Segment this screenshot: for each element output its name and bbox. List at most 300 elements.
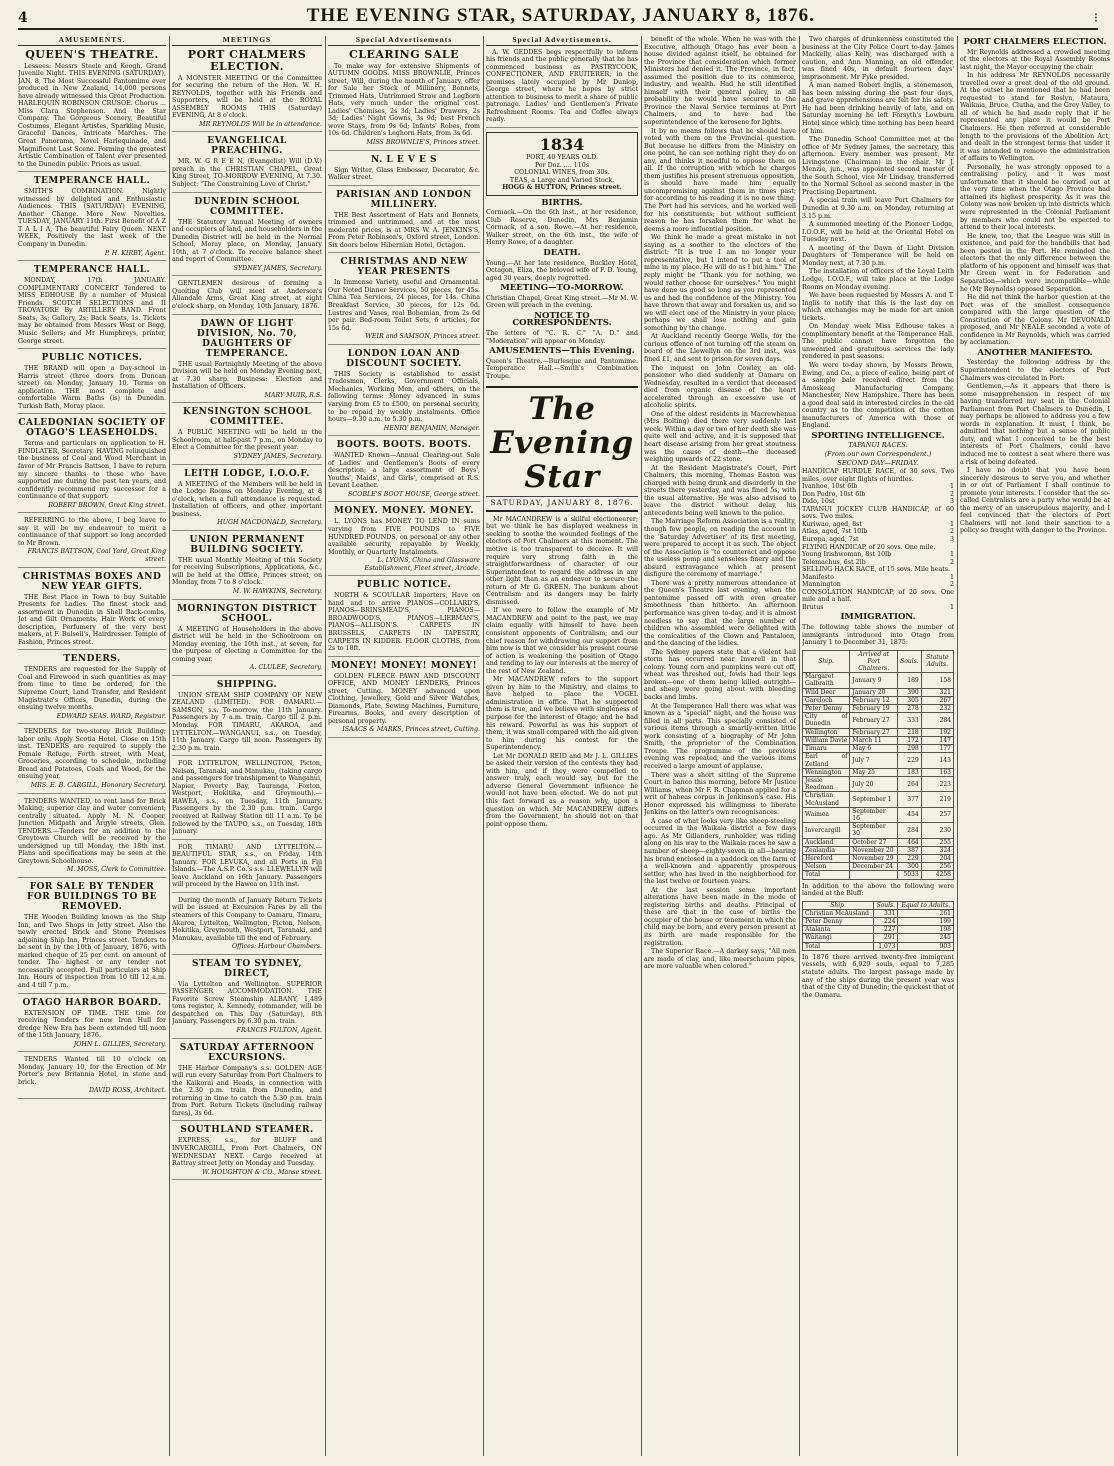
meeting-advertisement	[172, 760, 322, 839]
table-cell: September 30	[850, 823, 898, 838]
election-report	[960, 49, 1110, 347]
special-ad-heading: PARISIAN AND LONDON MILLINERY.	[336, 189, 472, 210]
table-cell: 227	[874, 926, 898, 934]
table-cell: July 7	[850, 753, 898, 768]
table-header-cell: Souls.	[898, 650, 922, 673]
table-cell: 183	[898, 768, 922, 776]
amusement-ad-signature: EDWARD SEAS. WARD, Registrar.	[56, 712, 166, 720]
notice-heading: NOTICE TO CORRESPONDENTS.	[512, 310, 612, 329]
horse-name: Telemachus, 6st 2lb	[802, 558, 866, 566]
leader-paragraph: It by no means follows that he should have voted with them on the Provincial question. But because he differs from the Ministry on one point, he can see nothing right they do on any, and thinks it needful to oppose them on all. If the corruption with which he charges them justifies his present strenuous opposition, is should have made him equally uncompromising against them in times past; for according to his reading it is no new thing. The Port had his services, and he worked well for his constituents; but without sufficient reason he has forsaken them for what he deems a more influential position.	[644, 127, 796, 233]
meeting-advertisement	[172, 535, 322, 600]
sporting-subhead: TAPANUI RACES.	[848, 441, 908, 450]
amusement-ad-body: THE Best Place in Town to buy Suitable Presents for Ladies. The finest stock and assortment in Dunedin in Shell Back-combs, Jet and Gilt Ornaments, Hair Work of every description, Perfumery of the very best makers, at F. Bulsell's, Hairdresser. Temple of Fashion, Princes street.	[18, 593, 166, 646]
amusement-ad-heading: PUBLIC NOTICES.	[41, 353, 143, 364]
table-row	[803, 871, 954, 879]
table-cell: May 25	[850, 768, 898, 776]
meeting-ad-signature: A. CLULEE, Secretary.	[249, 664, 322, 672]
race-name: SELLING HACK RACE, of 15 sovs. Mile heats.	[802, 566, 951, 574]
meeting-ad-body: FOR LYTTELTON, WELLINGTON, Picton, Nelson, Taranaki, and Manukau, (taking cargo and passengers for transhipment to Wanganui, Napier, Poverty Bay, Tauranga, Foxton, Westport, Hokitika, and Greymouth).—HAWEA, s.s., on Tuesday, 11th January. Passengers by the 2.30 p.m. train. Cargo received at Railway Station till 11 a.m. To be followed by the TAUPO, s.s., on Tuesday, 18th January.	[172, 760, 322, 836]
amusement-advertisement	[18, 798, 166, 878]
amusement-ad-signature: P. H. KIRBY, Agent.	[104, 249, 166, 257]
table-cell: 300	[898, 863, 922, 871]
special-advertisement	[328, 580, 480, 656]
meeting-advertisement	[172, 1125, 322, 1180]
table-cell: October 27	[850, 838, 898, 846]
meeting-ad-heading: UNION PERMANENT BUILDING SOCIETY.	[189, 534, 305, 555]
table-cell: 204	[921, 854, 953, 862]
trade-ad-body: A. W. GEDDES begs respectfully to inform his friends and the public generally that he has commenced business as PASTRYCOOK, CONFECTIONER, AND FRUITERER, in the premises lately occupied by Mr Dunlop, George street, where he hopes by strict attention to business to merit a share of public patronage. Ladies' and Gentlemen's Private Refreshment Rooms. Tea and Coffee always ready.	[486, 48, 638, 124]
meeting-ad-body: MR. W. G R E E N, (Evangelist) Will (D.V.) preach in the CHRISTIAN CHAPEL, Great King Street, TO-MORROW EVENING, At 7.30. Subject: "The Constraining Love of Christ."	[172, 158, 322, 189]
special-ad-body: GOLDEN FLEECE PAWN AND DISCOUNT OFFICE, AND MONEY LENDERS, Princes street, Cutting. MONEY advanced upon Clothing, Jewellery, Gold and Silver Watches, Diamonds, Plate, Sewing Machines, Furniture, Firearms, Books, and every description of personal property.	[328, 672, 480, 725]
table-cell: 219	[921, 792, 953, 807]
meeting-ad-heading: SATURDAY AFTERNOON EXCURSIONS.	[179, 1042, 315, 1063]
amusement-ad-body: REFERRING to the above, I beg leave to say it will be my endeavour to merit a continuance of that support so long accorded to Mr Brown.	[18, 517, 166, 547]
table-cell: September 16	[850, 807, 898, 822]
local-news-paragraph: The installation of officers of the Loyal Leith Lodge, I.O.O.F., will take place at the Lodge Rooms on Monday evening.	[802, 268, 954, 291]
table-header-cell: Statute Adults.	[921, 650, 953, 673]
table-cell: Jessie Readman	[803, 776, 850, 791]
table-cell: Invercargill	[803, 823, 850, 838]
amusement-advertisement	[18, 1056, 166, 1099]
race-entry	[802, 536, 954, 544]
table-cell: Peter Denny	[803, 918, 874, 926]
meeting-advertisement	[172, 897, 322, 955]
special-ad-heading: LONDON LOAN AND DISCOUNT SOCIETY.	[346, 348, 462, 369]
amusement-advertisement	[18, 265, 166, 349]
amusement-ad-heading: CHRISTMAS BOXES AND NEW YEAR GIFTS.	[22, 571, 162, 592]
amusement-ad-body: Lessees: Messrs Steele and Keogh. Grand Juvenile Night. THIS EVENING (SATURDAY), JAN. 8, The Most Successful Pantomime ever produced in New Zealand, 14,000 persons have already witnessed this Great Production. HARLEQUIN ROBINSON CRUSOE. Chorus ... Miss Clara Stephenson. And the Star Company. The Gorgeous Scenery, Beautiful Costumes, Elegant Artistes, Sparkling Music, Graceful Dances, Intricate Marches. The Great Panorama, Novel Harlequinade, and Magnificent Last Scene. Forming the greatest Artistic Combination of Talent ever presented to the Dunedin public. Prices as usual.	[18, 62, 166, 168]
local-news-paragraph: We were to-day shown, by Messrs Brown, Ewing, and Co., a piece of calico, being part of a sample bale received direct from the Amoskeag Manufacturing Company, Manchester, New Hampshire. There has been a good deal said in interested circles in the old country as to the competition of the cotton manufacturers of America with those of England.	[802, 361, 954, 430]
table-cell: November 20	[850, 846, 898, 854]
table-cell: Waitangi	[803, 934, 874, 942]
amusement-ad-heading: OTAGO HARBOR BOARD.	[22, 997, 162, 1008]
table-cell: 230	[921, 823, 953, 838]
table-cell: July 20	[850, 776, 898, 791]
table-row	[803, 792, 954, 807]
table-cell: William Davie	[803, 736, 850, 744]
immigration-intro: The following table shows the number of immigrants introduced into Otago from January 1 to December 31, 1875:	[802, 624, 954, 647]
notice-body: Young.—At her late residence, Buckley Hotel, Octagon, Eliza, the beloved wife of F. D. Young, aged 30 years, deeply regretted.	[486, 259, 638, 282]
table-cell: 245	[898, 934, 954, 942]
table-row	[803, 776, 954, 791]
manifesto-paragraph: Yesterday the following address by the Superintendent to the electors of Port Chalmers was circulated in Port:	[960, 359, 1110, 382]
meeting-ad-body: FOR TIMARU AND LYTTELTON.—BEAUTIFUL STAR, s.s., on Friday, 14th January. FOR LEVUKA, and all Ports in Fiji Islands.—The A.S.P. Co.'s s.s. LLEWELLYN will leave Auckland on 16th January. Passengers will proceed by the Hawea on 11th inst.	[172, 843, 322, 889]
table-cell: 387	[898, 846, 922, 854]
local-news-paragraph: A summoned meeting of the Pioneer Lodge, I.O.O.F., will be held at the Oriental Hotel on Tuesday next.	[802, 221, 954, 244]
amusement-ad-heading: FOR SALE BY TENDER FOR BUILDINGS TO BE REMOVED.	[26, 882, 158, 913]
horse-placing: 2	[949, 528, 954, 536]
column-rule	[169, 36, 170, 1456]
table-cell: 199	[898, 918, 954, 926]
amusement-ad-body: TENDERS for two-storey Brick Building; labor only. Apply Scotia Hotel. Close on 15th inst. TENDERS are required to supply the Female Refuge, Forth street, with Meat, Groceries, according to schedule, including Bread and Potatoes, Coals and Wood, for the ensuing year.	[18, 728, 166, 781]
column-news	[644, 36, 796, 1456]
table-cell: December 24	[850, 863, 898, 871]
race-name: HANDICAP HURDLE RACE, of 30 sovs. Two miles, over eight flights of hurdles.	[802, 468, 954, 483]
meeting-ad-body: A MEETING of Householders in the above district will be held in the Schoolroom on Monday evening, the 10th inst., at seven, for the purpose of electing a Committee for the coming year.	[172, 625, 322, 663]
amusement-ad-body: EXTENSION OF TIME. THE time for receiving Tenders for new Iron Hull for dredge New Era has been extended till noon of the 15th January, 1876.	[18, 1009, 166, 1040]
amusement-ad-signature: JOHN L. GILLIES, Secretary.	[73, 1040, 166, 1048]
table-row	[803, 807, 954, 822]
immigration-after: In 1876 there arrived twenty-five immigrant vessels, with 6,929 souls, equal to 7,285 statute adults. The largest passage made by any of the ships during the present year was that of the City of Dunedin; the quickest that of the Oamaru.	[802, 953, 954, 999]
special-ad-heading: CHRISTMAS AND NEW YEAR PRESENTS	[340, 257, 468, 278]
table-row	[803, 753, 954, 768]
table-cell: January 9	[850, 673, 898, 688]
election-paragraph: In his address Mr REYNOLDS necessarily travelled over a great deal of the old ground. At the outset he mentioned that he had been requested to stand for Roslyn, Mataura, Waikaia, Bruce, Clutha, and the Grey Valley, to all of which he had made reply that if he represented any place it would be Port Chalmers. He then referred at considerable length to the provisions of the Abolition Act, and dealt in the strongest terms that under it it was intended to remove the administration of affairs to Wellington.	[960, 72, 1110, 163]
amusement-ad-body: SMITH'S COMBINATION. Nightly witnessed by delighted and Enthusiastic Audiences. THIS (SATURDAY) EVENING, Another Change. More New Novelties. TUESDAY, JANUARY 11th. First Benefit of A Z T A L I A, The beautiful Fairy Queen. NEXT WEEK, Positively the last week of the Company in Dunedin.	[18, 188, 166, 249]
meeting-advertisement	[172, 469, 322, 531]
table-cell: Nelson	[803, 863, 850, 871]
amusement-ad-heading: TENDERS.	[63, 654, 121, 665]
meeting-ad-body: EXPRESS, s.s., for BLUFF and INVERCARGILL, From Port Chalmers, ON WEDNESDAY NEXT. Cargo received at Rattray street Jetty on Monday and Tuesday.	[172, 1137, 322, 1168]
meeting-ad-signature: SYDNEY JAMES, Secretary.	[233, 264, 322, 272]
immigration-table	[802, 650, 954, 880]
horse-placing: 1	[949, 603, 954, 611]
table-cell: September 1	[850, 792, 898, 807]
race-entry	[802, 559, 954, 567]
meeting-advertisement	[172, 680, 322, 756]
table-cell: 255	[921, 838, 953, 846]
table-cell: 5033	[898, 871, 922, 879]
manifesto-head: ANOTHER MANIFESTO.	[977, 347, 1093, 358]
table-cell: 333	[898, 713, 922, 728]
race-entry	[802, 483, 954, 491]
special-advertisement	[328, 49, 480, 151]
table-cell: 177	[921, 745, 953, 753]
meeting-advertisement	[172, 1043, 322, 1122]
page-number: 4	[18, 10, 28, 26]
table-cell: 189	[898, 673, 922, 688]
notice-heading: AMUSEMENTS—This Evening.	[489, 346, 635, 357]
horse-placing: 1	[949, 573, 954, 581]
meeting-ad-body: THE usual Monthly Meeting of this Society for receiving Subscriptions, Applications, &c., will be held at the Office, Princes street, on Monday, from 7 to 8 o'clock.	[172, 556, 322, 587]
sporting-day: SECOND DAY—FRIDAY.	[837, 458, 919, 467]
section-head-special-ads-2: Special Advertisements.	[486, 36, 638, 46]
table-cell: 267	[921, 696, 953, 704]
news-paragraph: One of the oldest residents in Macrewhenua (Mrs Bolting) died there very suddenly last week. Within a day or two of her death she was quite well and active, and it is supposed that heart disease arising from her great stoutness was the cause of death—the deceased weighing upwards of 22 stone.	[644, 410, 796, 464]
table-cell: May 6	[850, 745, 898, 753]
table-cell: 198	[898, 926, 954, 934]
news-paragraph: The Marriage Reform Association is a reality, though few people, on reading the account in the 'Saturday Advertiser' of its first meeting, were prepared to accept it as such. The object of the Association is "to counteract and oppose the useless pomp and senseless finery and the absurd extravagance which at present disfigure the ceremony of marriage."	[644, 518, 796, 579]
news-paragraph: At the Resident Magistrate's Court, Port Chalmers, this morning, Thomas Easton was charged with being drunk and disorderly in the streets there yesterday, and was fined 5s, with the usual alternative. He was also advised to leave the district without delay, his antecedents being well known to the police.	[644, 464, 796, 517]
promo-line: PORT, 40 YEARS OLD.	[526, 154, 598, 162]
table-row	[803, 918, 954, 926]
column-rule	[641, 36, 642, 1456]
table-header-cell: Equal to Adults.	[898, 901, 954, 909]
table-cell: 264	[898, 776, 922, 791]
manifesto-article	[960, 359, 1110, 535]
table-cell: 390	[898, 688, 922, 696]
fold-mark: ⁝	[1093, 11, 1098, 26]
table-cell: 143	[921, 753, 953, 768]
meeting-ad-signature: SYDNEY JAMES, Secretary.	[233, 452, 322, 460]
special-ad-signature: WEIR and SAMSON, Princes street.	[365, 333, 480, 341]
leader-article	[486, 516, 638, 828]
sporting-heading: SPORTING INTELLIGENCE.	[811, 430, 945, 441]
table-header-row	[803, 901, 954, 909]
masthead	[18, 5, 1098, 30]
meeting-ad-body: THE Statutory Annual Meeting of owners and occupiers of land, and householders in the Dunedin District will be held in the Normal School, Moray place, on Monday, January 10th, at 7 o'clock. To receive balance sheet and report of Committee.	[172, 218, 322, 264]
table-cell: City of Dunedin	[803, 713, 850, 728]
local-news-paragraph: Two charges of drunkenness constituted the business at the City Police Court to-day. James Mackelly, alias Kelly, was discharged with a caution, and Ann Manning, an old offender, was fined 40s, in default fourteen days' imprisonment. Mr Fyke presided.	[802, 36, 954, 81]
election-head: PORT CHALMERS ELECTION.	[963, 37, 1107, 47]
amusement-ad-body: THE BRAND will open a Day-school in Harris street (three doors from Duncan street) on Monday, January 10. Terms on application. THE most complete and comfortable Warm Baths (is) in Dunedin. Turkish Bath, Moray place.	[18, 365, 166, 410]
table-cell: February 27	[850, 728, 898, 736]
column-rule	[325, 36, 326, 1456]
sporting-byline: (From our own Correspondent.)	[824, 449, 932, 458]
amusement-advertisement	[18, 654, 166, 724]
meeting-advertisement	[172, 280, 322, 314]
meeting-ad-heading: DUNEDIN SCHOOL COMMITTEE.	[194, 196, 300, 217]
table-cell: 192	[921, 728, 953, 736]
table-cell: 232	[921, 705, 953, 713]
table-cell: 305	[898, 696, 922, 704]
amusement-ad-signature: MRS. E. B. CARGILL, Honorary Secretary.	[30, 782, 166, 790]
table-cell: 377	[898, 792, 922, 807]
meeting-ad-signature: MR REYNOLDS Will be in attendance.	[199, 120, 322, 128]
amusement-ad-body: TENDERS WANTED, to rent land for Brick Making; superior clay and water convenient; centrally situated. Apply M. N. Cooper, Junction Midpath and Argyle streets, Glen. TENDERS.—Tenders for an addition to the Greytown Church will be received by the undersigned up till Monday, the 18th inst. Plans and specifications may be seen at the Greytown Schoolhouse.	[18, 797, 166, 865]
table-cell: November 29	[850, 854, 898, 862]
local-news-paragraph: The Dunedin School Committee met at the office of Mr Sydney James, the secretary, this afternoon. Every member was present, Mr Livingstone (Chairman) in the chair. Mr J. Menzie, jun., was appointed second master of the South School, vice Mr Lindsay, transferred to the Normal School as second master in the Practising Department.	[802, 136, 954, 196]
election-paragraph: He did not think the harbor question at the Port was of the smallest consequence compared with the large question of the Constitution of the Colony. Mr DEVONALD proposed, and Mr NEALE seconded a vote of confidence in Mr Reynolds, which was carried by acclamation.	[960, 294, 1110, 347]
race-name: FLYING HANDICAP, of 20 sovs. One mile.	[802, 543, 936, 551]
horse-name: Atlas, aged, 7st 10lb	[802, 528, 868, 536]
table-cell: Wellington	[803, 728, 850, 736]
meeting-advertisement	[172, 319, 322, 404]
leader-paragraph: If we were to follow the example of Mr MACANDREW and point to the past, we may claim equally with himself to have been consistent opponents of Centralism; and our chief reason for withdrawing our support from him now is that we consider his present course of action is weakening the position of Otago and tending to lay our interests at the mercy of the rest of New Zealand.	[486, 607, 638, 675]
special-advertisement	[328, 506, 480, 576]
section-head-special-ads: Special Advertisements	[328, 36, 480, 46]
table-cell: Gareloch	[803, 696, 850, 704]
special-ad-signature: ISAACS & MARKS, Princes street, Cutting.	[342, 726, 480, 734]
amusement-ad-body: Terms and particulars on application to H. FINDLATER, Secretary. HAVING relinquished the business of Coal and Wood Merchant in favor of Mr Francis Battson, I have to return my sincere thanks to those who have supported me during the past ten years, and confidently recommend my successor for a continuance of that support.	[18, 440, 166, 501]
table-header-cell: Ship.	[803, 901, 874, 909]
table-cell: Auckland	[803, 838, 850, 846]
meeting-ad-heading: EVANGELICAL PREACHING.	[207, 136, 287, 157]
special-ad-signature: HENRY BENJAMIN, Manager.	[383, 424, 480, 432]
meeting-ad-signature: Offices: Harbour Chambers.	[232, 943, 322, 951]
horse-name: Europa, aged, 7st	[802, 536, 859, 543]
notice-body: Queen's Theatre.—Burlesque and Pantomime. Temperance Hall.—Smith's Combination Troupe.	[486, 357, 638, 380]
news-paragraph: There was a pretty numerous attendance at the Queen's Theatre last evening, when the pantomime passed off with even greater smoothness than hitherto. An afternoon performance was given to-day, and it is almost needless to say that the large number of children who assembled were delighted with the comicalities of the Clown and Pantaloon, and the dancing of the ladies.	[644, 579, 796, 648]
table-row	[803, 909, 954, 917]
horse-name: Manifesto	[802, 573, 834, 581]
table-cell: 298	[898, 745, 922, 753]
race-entry	[802, 491, 954, 499]
manifesto-paragraph: Gentlemen,—As it appears that there is some misapprehension in respect of my having transferred my seat in the Colonial Parliament from Port Chalmers to Dunedin, I may perhaps be allowed to address you a few words in explanation. It must, I think, be admitted that nothing but a sense of public duty, and what I conceived to be the best interests of Port Chalmers, could have induced me to contest a seat where there was a risk of being defeated.	[960, 383, 1110, 466]
table-cell: February 12	[850, 696, 898, 704]
leader-paragraph: We think he made a great mistake in not saying as a soother to the electors of the district: "It is true I am no longer your representative, but I intend to put a tool of mine in my place. He will do as I bid him." The reply might be "Thank you for nothing, we would rather choose for ourselves." You might have done us good so long as you represented us and had the confidence of the Ministry. You have thrown that away and forsaken us, and so we will elect one of the Ministry in your place; perhaps we shall lose nothing and gain something by the change.	[644, 234, 796, 332]
special-ad-heading: MONEY. MONEY. MONEY.	[333, 506, 475, 517]
table-row	[803, 728, 954, 736]
amusement-ad-signature: ROBERT BROWN, Great King street.	[48, 501, 166, 509]
meeting-ad-heading: MORNINGTON DISTRICT SCHOOL.	[177, 603, 317, 624]
amusement-ad-body: THE Wooden Building known as the Ship Inn, and Two Shops in Jetty street. Also the newly erected Brick and Stone Premises adjoining Ship Inn, Princes street. Tenders to be sent in by the 10th of January, 1876, with marked cheque of 25 per cent. on amount of tender. The highest or any tender not necessarily accepted. Full particulars at Ship Inn. Hours of inspection from 10 till 12 a.m. and 4 till 7 p.m.	[18, 914, 166, 989]
election-paragraph: Mr Reynolds addressed a crowded meeting of the electors at the Royal Assembly Rooms last night, the Mayor occupying the chair.	[960, 48, 1110, 71]
meeting-ad-body: THE Harbor Company's s.s. GOLDEN AGE will run every Saturday from Port Chalmers to the Kaikorai and Heads, in connection with the 2.30 p.m. train from Dunedin, and returning in time to catch the 5.30 p.m. train from Port. Return Tickets (including railway fares), 3s 6d.	[172, 1064, 322, 1117]
horse-name: Mannington	[802, 581, 841, 589]
table-cell: February 27	[850, 713, 898, 728]
nameplate	[486, 386, 638, 512]
news-paragraph: A case of what looks very like sheep-stealing occurred in the Waikaia district a few days ago. As Mr Gillanders, runholder, was riding along on his way to the Waikaia races he saw a number of sheep—eighty-seven in all—bearing his brand enclosed in a paddock on the farm of a well-known and apparently prosperous settler, who has lived in the neighborhood for the last twelve or fourteen years.	[644, 817, 796, 886]
amusement-ad-heading: TEMPERANCE HALL.	[33, 176, 151, 187]
table-cell: 4258	[921, 871, 953, 879]
election-paragraph: Personally, he was strongly opposed to a centralising policy, and it was most unfortunate that it should be carried out at the very time when the Otago Province had attained its highest prosperity. As it was the Colony was now broken up into districts which were represented in the Colonial Parliament by members who could not be expected to attend to their local interests.	[960, 163, 1110, 232]
amusement-advertisement	[18, 572, 166, 651]
manifesto-paragraph: I have no doubt that you have been sincerely desirous to serve you, and whether in or out of Parliament I shall continue to promote your interests. I consider that the so-called Centralists are a party who would be at the mercy of an unscrupulous majority, and I feel convinced that the electors of Port Chalmers will not lend their sanction to a policy so fraught with danger to the Province.	[960, 467, 1110, 535]
meeting-ad-body: A MEETING of the Members will be held in the Lodge Rooms on Monday Evening, at 8 o'clock, when a full attendance is requested. Installation of officers, and other important business.	[172, 480, 322, 518]
promo-year: 1834	[539, 135, 585, 155]
page-title: THE EVENING STAR, SATURDAY, JANUARY 8, 1876.	[306, 5, 815, 26]
horse-name: Don Pedro, 10st 6lb	[802, 490, 866, 498]
table-cell: Hereford	[803, 854, 850, 862]
special-advertisement	[328, 155, 480, 186]
promo-line: TEAS, a Large and Varied Stock.	[509, 176, 615, 184]
column-rule	[957, 36, 958, 1456]
promo-line: COLONIAL WINES, from 30s.	[514, 169, 610, 177]
table-header-cell: Arrived at Port Chalmers.	[850, 650, 898, 673]
special-ad-body: Sign Writer, Glass Embosser, Decorator, &c. Walker street.	[328, 166, 480, 182]
table-row	[803, 705, 954, 713]
nameplate-title: The Evening Star	[490, 391, 634, 496]
race-entry	[802, 604, 954, 612]
special-advertisement	[328, 440, 480, 502]
special-ad-heading: BOOTS. BOOTS. BOOTS.	[336, 440, 472, 451]
notice-heading: MEETING—TO-MORROW.	[500, 283, 624, 294]
amusement-ad-body: TENDERS are requested for the Supply of Coal and Firewood in such quantities as may from time to time be ordered, for the Supreme Court, Land Transfer, and Resident Magistrate's Offices, Dunedin, during the ensuing twelve months.	[18, 666, 166, 712]
special-advertisement	[328, 661, 480, 738]
meeting-ad-signature: M. W. HAWKINS, Secretary.	[232, 587, 322, 595]
notice-body: The letters of "C. R. C." "A. D." and "Moderation" will appear on Monday.	[486, 329, 638, 345]
meeting-ad-signature: W. HOUGHTON & CO., Manse street.	[202, 1168, 322, 1176]
table-cell: Timaru	[803, 745, 850, 753]
special-advertisement	[328, 349, 480, 436]
column-rule	[799, 36, 800, 1456]
table-header-cell: Souls.	[874, 901, 898, 909]
table-cell: January 20	[850, 688, 898, 696]
table-cell: 256	[921, 863, 953, 871]
table-cell	[850, 871, 898, 879]
table-cell: Christian McAusland	[803, 909, 874, 917]
amusement-advertisement	[18, 998, 166, 1053]
race-entry	[802, 521, 954, 529]
news-paragraph: The Sydney papers state that a violent hail storm has occurred near Inverell in that colony. Young corn and pumpkins were cut off, wheat was threshed out, fowls had their legs broken—one of them being killed outright—and sheep were going about with bleeding backs and limbs.	[644, 648, 796, 702]
table-cell: 158	[921, 673, 953, 688]
table-row	[803, 736, 954, 744]
horse-name: Dido, 10st	[802, 498, 835, 506]
columns	[18, 36, 1110, 1456]
special-ad-signature: SCOBLE'S BOOT HOUSE, George street.	[348, 490, 480, 498]
special-ad-body: To make way for extensive Shipments of AUTUMN GOODS. MISS BROWNLIE, Princes street, Will, during the month of January, offer for Sale her Stock of Millinery, Bonnets, Trimmed Hats, Untrimmed Straw and Leghorn Hats, very much under the original cost. Ladies' Chemises, 2s 3d; Ladies' Drawers, 2s 3d; Ladies' Night Gowns, 3s 9d; best French wove Stays, from 9s 6d; Infants' Robes, from 10s 6d. Children's Leghorn Hats, from 3s 6d.	[328, 62, 480, 138]
meeting-ad-body: Via Lyttelton and Wellington. SUPERIOR PASSENGER ACCOMMODATION. THE Favorite Screw Steamship ALBANY, 1,489 tons register, A. Kennedy, commander, will be despatched on This Day (Saturday), 8th January. Passengers by 6.30 p.m. train.	[172, 980, 322, 1026]
horse-placing: 2	[949, 490, 954, 498]
news-paragraph: At Auckland recently George Wells, for the curious offence of not turning off the steam on board of the Llewellyn on the 3rd inst., was fined £1, and sent to prison for seven days.	[644, 333, 796, 363]
amusement-ad-signature: M. MOSS, Clerk to Committee.	[66, 866, 166, 874]
meeting-ad-body: UNION STEAM SHIP COMPANY OF NEW ZEALAND (LIMITED). FOR OAMARU.—SAMSON, s.s. To-morrow, the 11th January. Passengers by 7 a.m. train. Cargo till 2 p.m. Monday. FOR TIMARU, AKAROA, and LYTTELTON.—WANGANUI, s.s., on Tuesday, 11th January. Cargo till noon. Passengers by 2.30 p.m. train.	[172, 691, 322, 752]
table-cell: 464	[898, 838, 922, 846]
table-row	[803, 926, 954, 934]
horse-placing: 1	[949, 483, 954, 491]
column-rule	[483, 36, 484, 1456]
special-advertisement	[328, 257, 480, 344]
special-advertisement	[328, 190, 480, 254]
table-cell: Earl of Zetland	[803, 753, 850, 768]
amusement-advertisement	[18, 882, 166, 993]
amusement-advertisement	[18, 418, 166, 513]
amusement-advertisement	[18, 728, 166, 793]
meeting-advertisement	[172, 136, 322, 192]
horse-placing: 3	[949, 498, 954, 506]
column-special-ads	[328, 36, 480, 1456]
special-ad-heading: CLEARING SALE	[348, 47, 460, 61]
election-paragraph: He knew, too, that the League was still in existence, and paid for the handbills that had been posted in the Port. He reminded the electors that the only difference between the platform of his opponent and himself was that Mr Green went in for Federation and Separation—which were incompatible—while he (Mr Reynolds) opposed Separation.	[960, 232, 1110, 293]
meeting-ad-signature: HUGH MACDONALD, Secretary.	[217, 519, 322, 527]
race-entry	[802, 581, 954, 589]
horse-name: Kuriwao, aged, 8st	[802, 520, 862, 528]
meeting-ad-body: A MONSTER MEETING Of the Committee for securing the return of the Hon. W. H. REYNOLDS, together with his Friends and Supporters, will be held at the ROYAL ASSEMBLY ROOMS THIS (Saturday) EVENING, At 8 o'clock.	[172, 74, 322, 120]
news-paragraph: At the Temperance Hall there was what was known as a "special" night, and the house was filled in all parts. This specially consisted of various items through a smartly-written little work consisting of a biography of Mr John Smith, the proprietor of the Combination Troupe. The programme of the previous evening was repeated, and the various items received a large amount of applause.	[644, 702, 796, 770]
meeting-ad-heading: STEAM TO SYDNEY, DIRECT,	[191, 958, 303, 979]
meeting-ad-heading: DAWN OF LIGHT DIVISION, No. 70, DAUGHTERS OF TEMPERANCE.	[196, 318, 298, 359]
meeting-ad-heading: PORT CHALMERS ELECTION.	[187, 47, 307, 73]
table-row	[803, 863, 954, 871]
horse-placing: 3	[949, 536, 954, 543]
special-ad-heading: MONEY! MONEY! MONEY!	[330, 660, 478, 671]
table-cell: Christian McAusland	[803, 792, 850, 807]
meeting-ad-signature: FRANCIS FULTON, Agent.	[236, 1027, 322, 1035]
table-cell: Waimea	[803, 807, 850, 822]
table-row	[803, 854, 954, 862]
special-ad-body: In Immense Variety, useful and Ornamental. Our Noted Dinner Services, 50 pieces, for 45s. China Tea Services, 24 pieces, for 14s. China Breakfast Service, 30 pieces, for 12s 6d. Lustres and Vases, real Bohemian, from 2s 6d per pair. Bed-room Toilet Sets, 6 articles, for 15s 6d.	[328, 279, 480, 332]
notice-heading: DEATH.	[543, 248, 581, 259]
news-paragraph: At the last session some important alterations have been made in the mode of registering births and deaths. Principal of these are that in the case of births the occupier of the house or tenement in which the child may be born, and every person present at its birth are made responsible for the registration.	[644, 886, 796, 947]
table-cell: 1,073	[874, 942, 898, 950]
table-cell: 163	[921, 768, 953, 776]
special-ad-heading: PUBLIC NOTICE.	[356, 580, 452, 591]
amusement-advertisement	[18, 176, 166, 261]
amusement-ad-body: TENDERS Wanted till 10 o'clock on Monday, January 10, for the Erection of Mr Porter's new Britannia Hotel, in stone and brick.	[18, 1056, 166, 1086]
meeting-advertisement	[172, 407, 322, 464]
amusement-advertisement	[18, 517, 166, 567]
meeting-ad-body: THE usual Fortnightly Meeting of the above Division will be held on Monday Evening next, at 7.30 sharp. Business: Election and Installation of Officers.	[172, 360, 322, 391]
special-ad-heading: N. L E V E S	[371, 154, 437, 165]
meeting-ad-heading: LEITH LODGE, I.O.O.F.	[184, 468, 310, 479]
special-ad-body: THIS Society is established to assist Tradesmen, Clerks, Government Officials, Mechanics, Working Men, and others, on the following terms: Money advanced in sums varying from £5 to £500, on personal security, to be repaid by weekly instalments. Office hours—9.30 a.m. to 5.30 p.m.	[328, 370, 480, 424]
table-cell: February 19	[850, 705, 898, 713]
news-paragraph: The Superior Race.—A darkey says, "All men are made of clay, and, like meerschaum pipes, are more valuable when colored."	[644, 948, 796, 971]
table-cell: 223	[921, 776, 953, 791]
table-cell: Total	[803, 871, 850, 879]
column-meetings	[172, 36, 322, 1456]
table-cell: 172	[898, 736, 922, 744]
amusement-ad-heading: QUEEN'S THEATRE.	[25, 47, 159, 61]
table-cell: March 11	[850, 736, 898, 744]
horse-name: Young Irishwoman, 8st 10lb	[802, 551, 892, 559]
nameplate-date: SATURDAY, JANUARY 8, 1876.	[486, 496, 638, 507]
amusement-ad-heading: TEMPERANCE HALL.	[33, 265, 151, 276]
local-news	[802, 36, 954, 430]
amusement-ad-signature: DAVID ROSS, Architect.	[88, 1087, 166, 1095]
meeting-ad-body: GENTLEMEN desirous of forming a Quoiting Club will meet at Anderson's Allandale Arms, Great King street, at eight o'clock sharp, on Monday, 10th January, 1876.	[172, 280, 322, 311]
news-paragraphs	[644, 333, 796, 970]
table-cell: Peter Denny	[803, 705, 850, 713]
meeting-advertisement	[172, 959, 322, 1039]
table-cell: Total	[803, 942, 874, 950]
table-header-cell: Ship.	[803, 650, 850, 673]
table-row	[803, 713, 954, 728]
special-ad-body: THE Best Assortment of Hats and Bonnets, trimmed and untrimmed, and at the most moderate prices, is at MRS W. A. JENKINS'S, From Peter Robinson's, Oxford street, London. Six doors below Hibernian Hotel, Octagon.	[328, 211, 480, 249]
horse-name: Brutus	[802, 603, 824, 611]
